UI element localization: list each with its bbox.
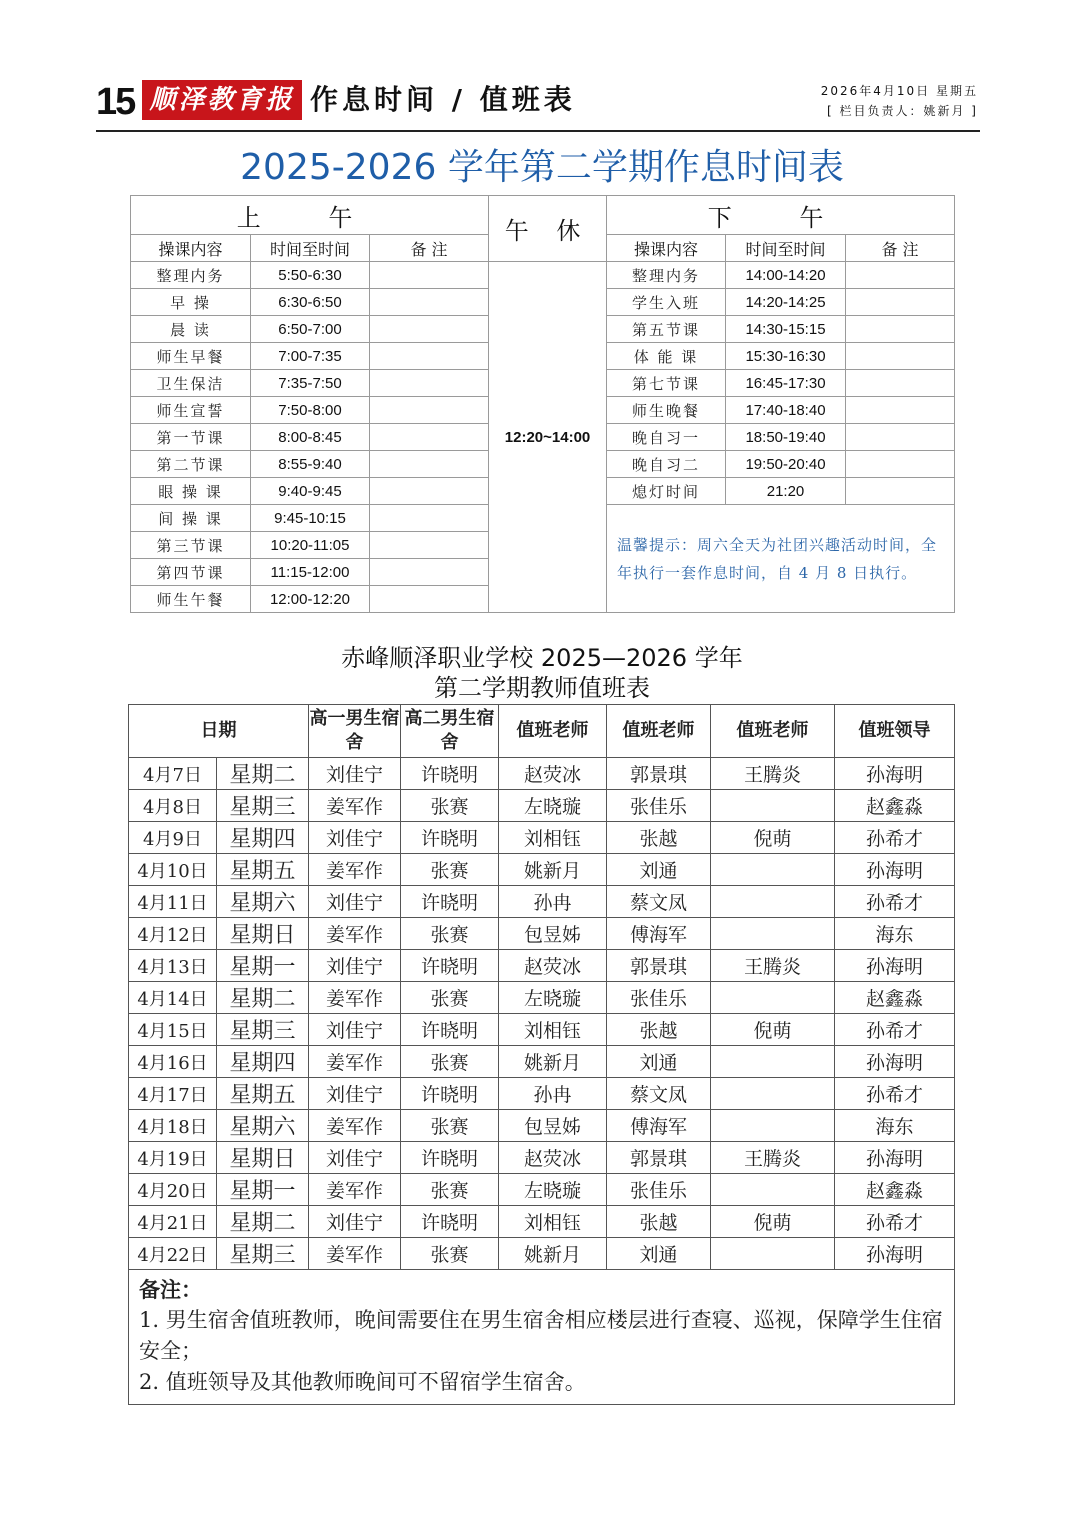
morning-time: 11:15-12:00 [251, 559, 370, 586]
duty-grade2-dorm: 许晓明 [401, 1014, 499, 1046]
duty-grade2-dorm: 许晓明 [401, 1078, 499, 1110]
warm-tip: 温馨提示：周六全天为社团兴趣活动时间，全年执行一套作息时间，自 4 月 8 日执行。 [607, 505, 955, 613]
duty-weekday: 星期四 [217, 822, 309, 854]
duty-grade2-dorm: 许晓明 [401, 886, 499, 918]
duty-weekday: 星期三 [217, 790, 309, 822]
duty-row [129, 982, 955, 1014]
duty-leader: 孙希才 [835, 1206, 955, 1238]
duty-teacher-1: 孙冉 [499, 1078, 607, 1110]
duty-grade1-dorm: 刘佳宁 [309, 758, 401, 790]
morning-activity: 整理内务 [131, 262, 251, 289]
duty-row [129, 1238, 955, 1270]
afternoon-time: 16:45-17:30 [726, 370, 846, 397]
duty-teacher-2: 张越 [607, 822, 711, 854]
duty-teacher-1: 刘相钰 [499, 1206, 607, 1238]
morning-time: 8:00-8:45 [251, 424, 370, 451]
duty-grade1-dorm: 姜军作 [309, 1110, 401, 1142]
duty-row [129, 790, 955, 822]
header-divider [96, 130, 980, 132]
duty-grade2-dorm: 张赛 [401, 1110, 499, 1142]
afternoon-remark [846, 262, 955, 289]
duty-teacher-3: 倪萌 [711, 1014, 835, 1046]
duty-row [129, 1078, 955, 1110]
afternoon-activity: 第七节课 [607, 370, 726, 397]
page-header [96, 78, 980, 134]
afternoon-activity: 第五节课 [607, 316, 726, 343]
duty-teacher-1: 刘相钰 [499, 1014, 607, 1046]
header-teacher-2: 值班老师 [607, 705, 711, 758]
morning-remark [370, 370, 489, 397]
header-teacher-1: 值班老师 [499, 705, 607, 758]
duty-teacher-1: 包昱姊 [499, 918, 607, 950]
morning-remark [370, 532, 489, 559]
duty-leader: 赵鑫淼 [835, 1174, 955, 1206]
page-number: 15 [96, 81, 135, 123]
duty-header-row [129, 705, 955, 758]
duty-teacher-3: 倪萌 [711, 822, 835, 854]
morning-activity: 晨 读 [131, 316, 251, 343]
duty-teacher-2: 刘通 [607, 1046, 711, 1078]
morning-activity: 第一节课 [131, 424, 251, 451]
afternoon-label: 下 午 [607, 196, 955, 235]
duty-grade1-dorm: 刘佳宁 [309, 822, 401, 854]
duty-weekday: 星期日 [217, 918, 309, 950]
header-date: 日期 [129, 705, 309, 758]
morning-remark [370, 559, 489, 586]
duty-teacher-1: 姚新月 [499, 1238, 607, 1270]
afternoon-remark [846, 370, 955, 397]
duty-teacher-2: 郭景琪 [607, 1142, 711, 1174]
duty-grade1-dorm: 刘佳宁 [309, 1142, 401, 1174]
duty-teacher-2: 郭景琪 [607, 758, 711, 790]
morning-time: 5:50-6:30 [251, 262, 370, 289]
duty-teacher-2: 张越 [607, 1206, 711, 1238]
duty-leader: 孙海明 [835, 1238, 955, 1270]
morning-time: 10:20-11:05 [251, 532, 370, 559]
duty-date: 4月22日 [129, 1238, 217, 1270]
duty-row [129, 1046, 955, 1078]
duty-teacher-3 [711, 982, 835, 1014]
duty-teacher-1: 左晓璇 [499, 790, 607, 822]
afternoon-time: 18:50-19:40 [726, 424, 846, 451]
duty-teacher-3: 王腾炎 [711, 1142, 835, 1174]
morning-time: 12:00-12:20 [251, 586, 370, 613]
duty-teacher-2: 郭景琪 [607, 950, 711, 982]
morning-activity: 第三节课 [131, 532, 251, 559]
duty-grade2-dorm: 张赛 [401, 982, 499, 1014]
morning-remark [370, 424, 489, 451]
duty-grade2-dorm: 许晓明 [401, 822, 499, 854]
duty-row [129, 758, 955, 790]
duty-teacher-1: 姚新月 [499, 854, 607, 886]
morning-activity: 卫生保洁 [131, 370, 251, 397]
duty-leader: 孙海明 [835, 854, 955, 886]
duty-teacher-3 [711, 1078, 835, 1110]
duty-teacher-3 [711, 918, 835, 950]
duty-teacher-2: 刘通 [607, 1238, 711, 1270]
duty-leader: 孙海明 [835, 758, 955, 790]
duty-teacher-3: 倪萌 [711, 1206, 835, 1238]
duty-date: 4月7日 [129, 758, 217, 790]
issue-date: 2026年4月10日 星期五 [820, 84, 978, 98]
duty-teacher-3 [711, 1046, 835, 1078]
morning-time: 9:40-9:45 [251, 478, 370, 505]
duty-row [129, 886, 955, 918]
duty-teacher-1: 姚新月 [499, 1046, 607, 1078]
morning-activity: 早 操 [131, 289, 251, 316]
morning-activity: 第四节课 [131, 559, 251, 586]
duty-date: 4月9日 [129, 822, 217, 854]
duty-date: 4月21日 [129, 1206, 217, 1238]
morning-remark [370, 397, 489, 424]
duty-weekday: 星期四 [217, 1046, 309, 1078]
duty-teacher-2: 蔡文凤 [607, 886, 711, 918]
duty-leader: 孙海明 [835, 950, 955, 982]
duty-grade1-dorm: 姜军作 [309, 854, 401, 886]
morning-remark [370, 316, 489, 343]
newspaper-logo: 顺泽教育报 [142, 80, 302, 120]
duty-row [129, 1014, 955, 1046]
afternoon-activity: 熄灯时间 [607, 478, 726, 505]
duty-teacher-2: 张佳乐 [607, 982, 711, 1014]
morning-time: 7:50-8:00 [251, 397, 370, 424]
morning-remark [370, 505, 489, 532]
duty-grade2-dorm: 张赛 [401, 1046, 499, 1078]
duty-table [128, 704, 955, 1405]
duty-teacher-3 [711, 1110, 835, 1142]
duty-row [129, 1174, 955, 1206]
duty-teacher-3: 王腾炎 [711, 950, 835, 982]
duty-grade2-dorm: 许晓明 [401, 758, 499, 790]
duty-leader: 孙希才 [835, 1014, 955, 1046]
header-leader: 值班领导 [835, 705, 955, 758]
header-teacher-3: 值班老师 [711, 705, 835, 758]
duty-date: 4月11日 [129, 886, 217, 918]
afternoon-activity: 晚自习一 [607, 424, 726, 451]
duty-grade1-dorm: 刘佳宁 [309, 886, 401, 918]
column-remark: 备 注 [846, 235, 955, 262]
morning-label: 上 午 [131, 196, 489, 235]
duty-teacher-2: 傅海军 [607, 1110, 711, 1142]
note-item: 2. 值班领导及其他教师晚间可不留宿学生宿舍。 [139, 1370, 586, 1394]
morning-remark [370, 343, 489, 370]
duty-row [129, 822, 955, 854]
duty-teacher-1: 左晓璇 [499, 1174, 607, 1206]
duty-teacher-2: 张越 [607, 1014, 711, 1046]
duty-grade1-dorm: 姜军作 [309, 1046, 401, 1078]
duty-date: 4月20日 [129, 1174, 217, 1206]
duty-leader: 孙希才 [835, 886, 955, 918]
schedule-row [131, 262, 955, 289]
duty-title-line1: 赤峰顺泽职业学校 2025—2026 学年 [341, 644, 743, 672]
morning-time: 8:55-9:40 [251, 451, 370, 478]
column-editor: [ 栏目负责人：姚新月 ] [827, 104, 978, 118]
duty-grade1-dorm: 姜军作 [309, 1238, 401, 1270]
morning-activity: 师生宣誓 [131, 397, 251, 424]
column-time: 时间至时间 [726, 235, 846, 262]
duty-leader: 海东 [835, 1110, 955, 1142]
duty-leader: 孙海明 [835, 1046, 955, 1078]
afternoon-activity: 体 能 课 [607, 343, 726, 370]
duty-date: 4月13日 [129, 950, 217, 982]
header-grade2-dorm: 高二男生宿舍 [401, 705, 499, 758]
duty-date: 4月10日 [129, 854, 217, 886]
duty-teacher-2: 张佳乐 [607, 790, 711, 822]
duty-grade1-dorm: 姜军作 [309, 790, 401, 822]
duty-row [129, 1206, 955, 1238]
morning-activity: 间 操 课 [131, 505, 251, 532]
duty-teacher-1: 刘相钰 [499, 822, 607, 854]
morning-time: 6:50-7:00 [251, 316, 370, 343]
duty-teacher-3 [711, 1238, 835, 1270]
duty-teacher-3 [711, 790, 835, 822]
duty-teacher-2: 蔡文凤 [607, 1078, 711, 1110]
duty-date: 4月14日 [129, 982, 217, 1014]
duty-teacher-1: 赵荧冰 [499, 758, 607, 790]
morning-activity: 师生早餐 [131, 343, 251, 370]
duty-leader: 赵鑫淼 [835, 982, 955, 1014]
morning-activity: 第二节课 [131, 451, 251, 478]
duty-teacher-3: 王腾炎 [711, 758, 835, 790]
duty-date: 4月17日 [129, 1078, 217, 1110]
duty-date: 4月16日 [129, 1046, 217, 1078]
morning-remark [370, 262, 489, 289]
duty-row [129, 854, 955, 886]
duty-teacher-2: 傅海军 [607, 918, 711, 950]
afternoon-remark [846, 316, 955, 343]
afternoon-remark [846, 478, 955, 505]
duty-row [129, 950, 955, 982]
duty-teacher-1: 赵荧冰 [499, 1142, 607, 1174]
morning-remark [370, 478, 489, 505]
afternoon-time: 19:50-20:40 [726, 451, 846, 478]
duty-weekday: 星期二 [217, 758, 309, 790]
duty-weekday: 星期五 [217, 854, 309, 886]
duty-teacher-1: 左晓璇 [499, 982, 607, 1014]
duty-date: 4月12日 [129, 918, 217, 950]
morning-remark [370, 586, 489, 613]
afternoon-remark [846, 397, 955, 424]
duty-grade2-dorm: 许晓明 [401, 1142, 499, 1174]
duty-teacher-3 [711, 854, 835, 886]
duty-leader: 赵鑫淼 [835, 790, 955, 822]
duty-row [129, 918, 955, 950]
duty-teacher-1: 孙冉 [499, 886, 607, 918]
afternoon-remark [846, 289, 955, 316]
note-item: 1. 男生宿舍值班教师，晚间需要住在男生宿舍相应楼层进行查寝、巡视，保障学生住宿安全； [139, 1308, 943, 1363]
duty-grade1-dorm: 刘佳宁 [309, 1078, 401, 1110]
duty-leader: 孙海明 [835, 1142, 955, 1174]
duty-grade2-dorm: 张赛 [401, 1174, 499, 1206]
schedule-title: 2025-2026 学年第二学期作息时间表 [240, 147, 844, 188]
duty-weekday: 星期六 [217, 886, 309, 918]
duty-teacher-1: 赵荧冰 [499, 950, 607, 982]
schedule-table [130, 195, 955, 613]
duty-leader: 孙希才 [835, 822, 955, 854]
header-grade1-dorm: 高一男生宿舍 [309, 705, 401, 758]
duty-weekday: 星期六 [217, 1110, 309, 1142]
duty-row [129, 1110, 955, 1142]
morning-remark [370, 289, 489, 316]
duty-grade2-dorm: 许晓明 [401, 950, 499, 982]
column-activity: 操课内容 [131, 235, 251, 262]
duty-row [129, 1142, 955, 1174]
duty-grade2-dorm: 张赛 [401, 1238, 499, 1270]
duty-weekday: 星期五 [217, 1078, 309, 1110]
afternoon-activity: 师生晚餐 [607, 397, 726, 424]
duty-grade2-dorm: 张赛 [401, 790, 499, 822]
noon-label: 午 休 [489, 196, 607, 262]
duty-title [130, 643, 954, 703]
duty-teacher-2: 刘通 [607, 854, 711, 886]
duty-grade2-dorm: 张赛 [401, 918, 499, 950]
duty-teacher-2: 张佳乐 [607, 1174, 711, 1206]
schedule-band-row [131, 196, 955, 235]
afternoon-time: 17:40-18:40 [726, 397, 846, 424]
morning-time: 7:00-7:35 [251, 343, 370, 370]
duty-leader: 海东 [835, 918, 955, 950]
afternoon-time: 21:20 [726, 478, 846, 505]
duty-weekday: 星期一 [217, 1174, 309, 1206]
duty-grade1-dorm: 刘佳宁 [309, 1206, 401, 1238]
afternoon-remark [846, 343, 955, 370]
duty-weekday: 星期二 [217, 982, 309, 1014]
afternoon-time: 15:30-16:30 [726, 343, 846, 370]
afternoon-time: 14:20-14:25 [726, 289, 846, 316]
afternoon-remark [846, 424, 955, 451]
duty-leader: 孙希才 [835, 1078, 955, 1110]
duty-date: 4月19日 [129, 1142, 217, 1174]
duty-title-line2: 第二学期教师值班表 [434, 674, 650, 702]
morning-time: 6:30-6:50 [251, 289, 370, 316]
duty-grade1-dorm: 姜军作 [309, 982, 401, 1014]
morning-time: 9:45-10:15 [251, 505, 370, 532]
duty-grade1-dorm: 刘佳宁 [309, 950, 401, 982]
duty-date: 4月15日 [129, 1014, 217, 1046]
duty-grade1-dorm: 刘佳宁 [309, 1014, 401, 1046]
column-activity: 操课内容 [607, 235, 726, 262]
morning-activity: 眼 操 课 [131, 478, 251, 505]
afternoon-activity: 晚自习二 [607, 451, 726, 478]
morning-time: 7:35-7:50 [251, 370, 370, 397]
duty-weekday: 星期三 [217, 1014, 309, 1046]
duty-grade1-dorm: 姜军作 [309, 1174, 401, 1206]
duty-grade2-dorm: 张赛 [401, 854, 499, 886]
duty-date: 4月18日 [129, 1110, 217, 1142]
afternoon-time: 14:00-14:20 [726, 262, 846, 289]
column-time: 时间至时间 [251, 235, 370, 262]
morning-activity: 师生午餐 [131, 586, 251, 613]
duty-weekday: 星期一 [217, 950, 309, 982]
duty-notes-row [129, 1270, 955, 1405]
column-remark: 备 注 [370, 235, 489, 262]
duty-grade2-dorm: 许晓明 [401, 1206, 499, 1238]
duty-teacher-3 [711, 886, 835, 918]
duty-teacher-1: 包昱姊 [499, 1110, 607, 1142]
duty-weekday: 星期二 [217, 1206, 309, 1238]
noon-time: 12:20~14:00 [489, 262, 607, 613]
afternoon-time: 14:30-15:15 [726, 316, 846, 343]
notes-title: 备注： [139, 1277, 202, 1302]
morning-remark [370, 451, 489, 478]
afternoon-activity: 学生入班 [607, 289, 726, 316]
section-title: 作息时间 / 值班表 [310, 83, 576, 116]
duty-date: 4月8日 [129, 790, 217, 822]
afternoon-remark [846, 451, 955, 478]
duty-weekday: 星期日 [217, 1142, 309, 1174]
duty-grade1-dorm: 姜军作 [309, 918, 401, 950]
duty-teacher-3 [711, 1174, 835, 1206]
afternoon-activity: 整理内务 [607, 262, 726, 289]
duty-weekday: 星期三 [217, 1238, 309, 1270]
duty-notes [129, 1270, 955, 1405]
